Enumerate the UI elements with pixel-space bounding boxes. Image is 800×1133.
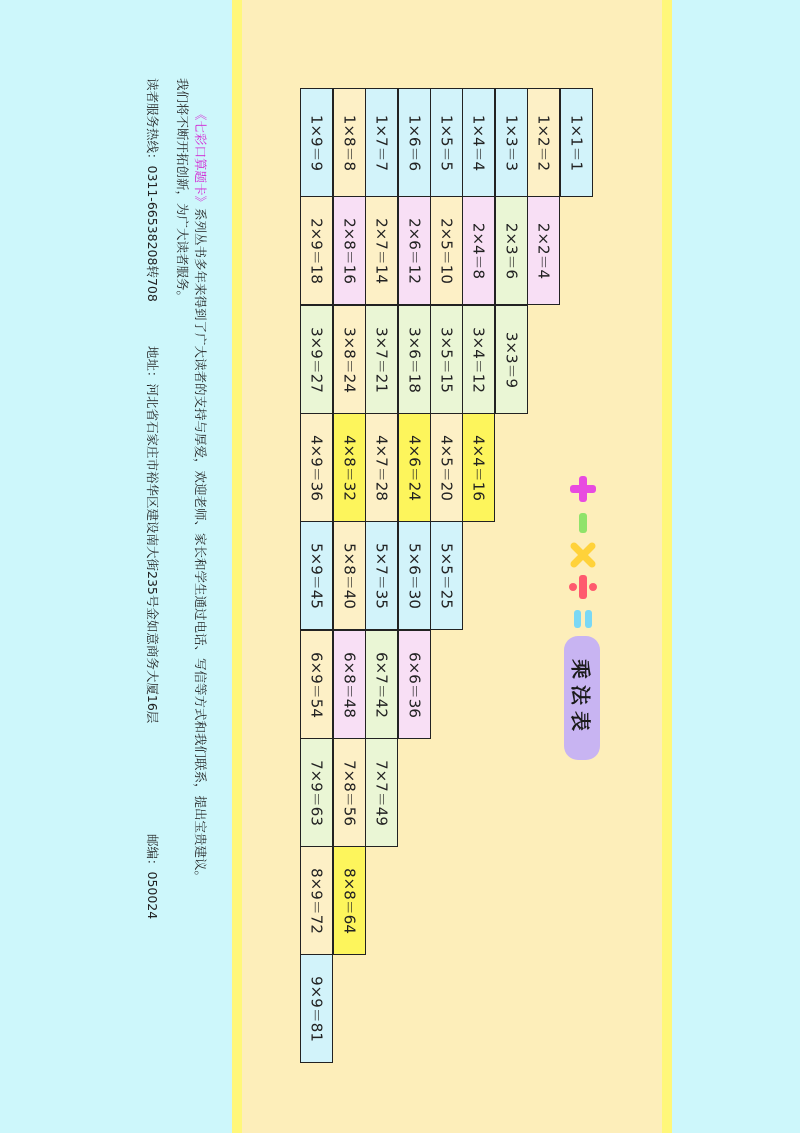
table-cell	[365, 521, 398, 630]
table-cell-text: 3×4＝12	[469, 326, 487, 393]
table-cell-text: 8×8＝64	[340, 867, 358, 934]
table-cell-text: 2×2＝4	[534, 222, 552, 279]
table-cell-text: 4×6＝24	[405, 434, 423, 501]
table-cell	[495, 88, 528, 197]
table-cell-text: 1×3＝3	[502, 114, 520, 171]
table-cell-text: 4×7＝28	[372, 434, 390, 501]
table-cell-text: 6×9＝54	[307, 651, 325, 718]
table-cell-text: 5×9＝45	[307, 542, 325, 609]
table-cell	[398, 413, 431, 522]
table-cell-text: 2×9＝18	[307, 217, 325, 284]
table-cell	[462, 88, 495, 197]
table-cell-text: 1×6＝6	[405, 114, 423, 171]
table-cell-text: 6×6＝36	[405, 651, 423, 718]
table-cell-text: 3×6＝18	[405, 326, 423, 393]
table-cell	[430, 305, 463, 414]
table-cell	[333, 846, 366, 955]
table-cell	[333, 305, 366, 414]
table-cell-text: 8×9＝72	[307, 867, 325, 934]
table-cell-text: 5×6＝30	[405, 542, 423, 609]
table-cell	[365, 196, 398, 305]
footer-brand: 《七彩口算题卡》	[193, 108, 208, 209]
table-cell	[300, 305, 333, 414]
table-cell	[462, 413, 495, 522]
table-cell	[398, 88, 431, 197]
table-cell-text: 1×5＝5	[437, 114, 455, 171]
table-cell	[300, 196, 333, 305]
table-cell	[300, 521, 333, 630]
table-cell-text: 2×5＝10	[437, 217, 455, 284]
table-cell-text: 4×8＝32	[340, 434, 358, 501]
table-cell	[365, 88, 398, 197]
times-icon	[568, 540, 598, 570]
table-cell-text: 7×7＝49	[372, 759, 390, 826]
table-cell-text: 3×5＝15	[437, 326, 455, 393]
table-cell	[333, 196, 366, 305]
table-cell-text: 3×7＝21	[372, 326, 390, 393]
table-cell	[495, 196, 528, 305]
table-cell	[333, 630, 366, 739]
table-cell	[365, 630, 398, 739]
table-cell	[333, 88, 366, 197]
footer-line-1	[192, 108, 208, 883]
footer-address: 地址：河北省石家庄市裕华区建设南大街235号金如意商务大厦16层	[145, 346, 160, 724]
table-cell-text: 5×8＝40	[340, 542, 358, 609]
table-cell-text: 2×6＝12	[405, 217, 423, 284]
table-cell	[300, 954, 333, 1063]
table-cell	[300, 846, 333, 955]
table-cell-text: 2×3＝6	[502, 222, 520, 279]
table-cell-text: 9×9＝81	[307, 975, 325, 1042]
table-cell-text: 1×7＝7	[372, 114, 390, 171]
title-badge	[564, 636, 600, 760]
table-cell	[365, 305, 398, 414]
table-cell	[398, 521, 431, 630]
table-cell	[300, 413, 333, 522]
page-border-right	[672, 0, 800, 1133]
table-cell	[495, 305, 528, 414]
table-cell-text: 6×8＝48	[340, 651, 358, 718]
table-cell-text: 3×8＝24	[340, 326, 358, 393]
plus-icon	[568, 474, 598, 504]
footer-line-1-text: 系列丛书多年来得到了广大读者的支持与厚爱，欢迎老师、家长和学生通过电话、写信等方式和我们联系，提出宝贵建议。	[193, 208, 208, 884]
table-cell	[462, 196, 495, 305]
table-cell	[398, 305, 431, 414]
table-cell-text: 6×7＝42	[372, 651, 390, 718]
table-cell-text: 1×8＝8	[340, 114, 358, 171]
table-cell	[398, 630, 431, 739]
table-cell-text: 2×7＝14	[372, 217, 390, 284]
table-cell	[365, 413, 398, 522]
table-cell	[365, 738, 398, 847]
minus-icon	[568, 508, 598, 538]
page-title: 乘法表	[568, 659, 593, 737]
footer-postcode: 邮编：050024	[145, 834, 160, 920]
stripe-left	[232, 0, 242, 1133]
table-cell	[527, 88, 560, 197]
table-cell-text: 1×2＝2	[534, 114, 552, 171]
footer-line-2: 我们将不断开拓创新，为广大读者服务。	[175, 78, 190, 304]
table-cell	[333, 738, 366, 847]
table-cell	[430, 88, 463, 197]
table-cell	[527, 196, 560, 305]
table-cell-text: 5×5＝25	[437, 542, 455, 609]
table-cell	[430, 196, 463, 305]
footer-hotline: 读者服务热线：0311-66538208转708	[145, 78, 160, 302]
table-cell-text: 1×9＝9	[307, 114, 325, 171]
table-cell-text: 2×4＝8	[469, 222, 487, 279]
table-cell-text: 1×1＝1	[567, 114, 585, 171]
table-cell	[462, 305, 495, 414]
table-cell	[333, 413, 366, 522]
table-cell-text: 4×5＝20	[437, 434, 455, 501]
table-cell-text: 3×3＝9	[502, 331, 520, 388]
table-cell	[300, 738, 333, 847]
table-cell-text: 3×9＝27	[307, 326, 325, 393]
table-cell	[560, 88, 593, 197]
table-cell	[333, 521, 366, 630]
table-cell	[430, 413, 463, 522]
table-cell-text: 4×9＝36	[307, 434, 325, 501]
table-cell	[430, 521, 463, 630]
table-cell	[300, 88, 333, 197]
equals-icon	[568, 604, 598, 634]
table-cell-text: 4×4＝16	[469, 434, 487, 501]
table-cell	[300, 630, 333, 739]
table-cell-text: 2×8＝16	[340, 217, 358, 284]
divide-icon	[568, 572, 598, 602]
table-cell-text: 7×8＝56	[340, 759, 358, 826]
table-cell-text: 1×4＝4	[469, 114, 487, 171]
table-cell-text: 7×9＝63	[307, 759, 325, 826]
stripe-right	[662, 0, 672, 1133]
table-cell	[398, 196, 431, 305]
table-cell-text: 5×7＝35	[372, 542, 390, 609]
